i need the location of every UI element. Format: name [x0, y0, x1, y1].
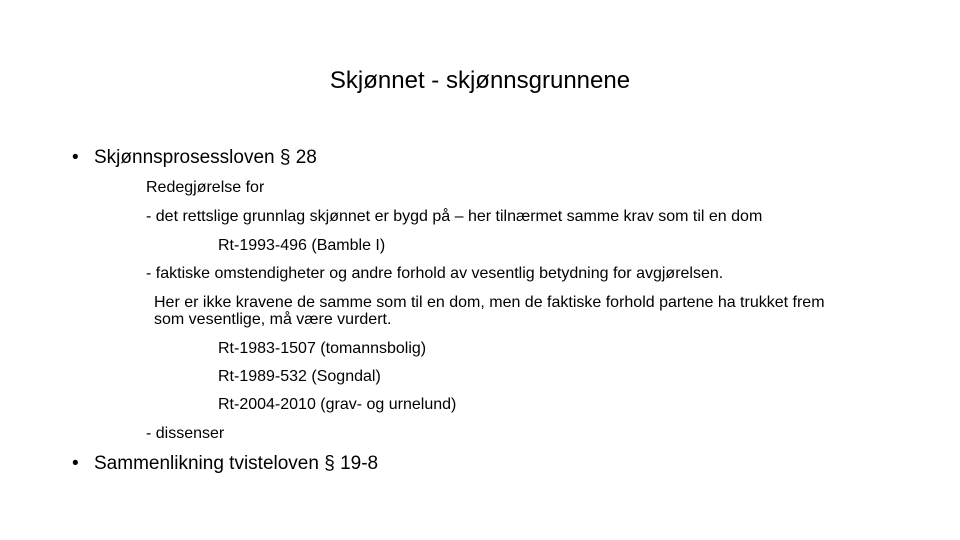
case-reference: Rt-2004-2010 (grav- og urnelund): [218, 396, 457, 413]
sub-line-rettslige-grunnlag: - det rettslige grunnlag skjønnet er bygd på – her tilnærmet samme krav som til en dom: [146, 208, 763, 225]
sub-paragraph-kravene: Her er ikke kravene de samme som til en dom, men de faktiske forhold partene ha trukket frem som vesentlige, må være vurdert.: [154, 294, 825, 328]
sub-line-dissenser: - dissenser: [146, 425, 225, 442]
sub-line-redegjorelse: Redegjørelse for: [146, 179, 265, 196]
case-reference: Rt-1993-496 (Bamble I): [218, 237, 386, 254]
case-reference: Rt-1989-532 (Sogndal): [218, 368, 381, 385]
bullet-item-tvisteloven: [72, 451, 378, 477]
slide-title: Skjønnet - skjønnsgrunnene: [329, 67, 631, 94]
bullet-text: Sammenlikning tvisteloven § 19-8: [94, 453, 379, 474]
bullet-icon: •: [72, 453, 79, 474]
bullet-text: Skjønnsprosessloven § 28: [94, 147, 317, 168]
sub-line-faktiske-omstendigheter: - faktiske omstendigheter og andre forhold av vesentlig betydning for avgjørelsen.: [146, 265, 724, 282]
case-reference: Rt-1983-1507 (tomannsbolig): [218, 340, 427, 357]
bullet-item-skjonnsprosessloven: [72, 145, 317, 171]
bullet-icon: •: [72, 147, 79, 168]
